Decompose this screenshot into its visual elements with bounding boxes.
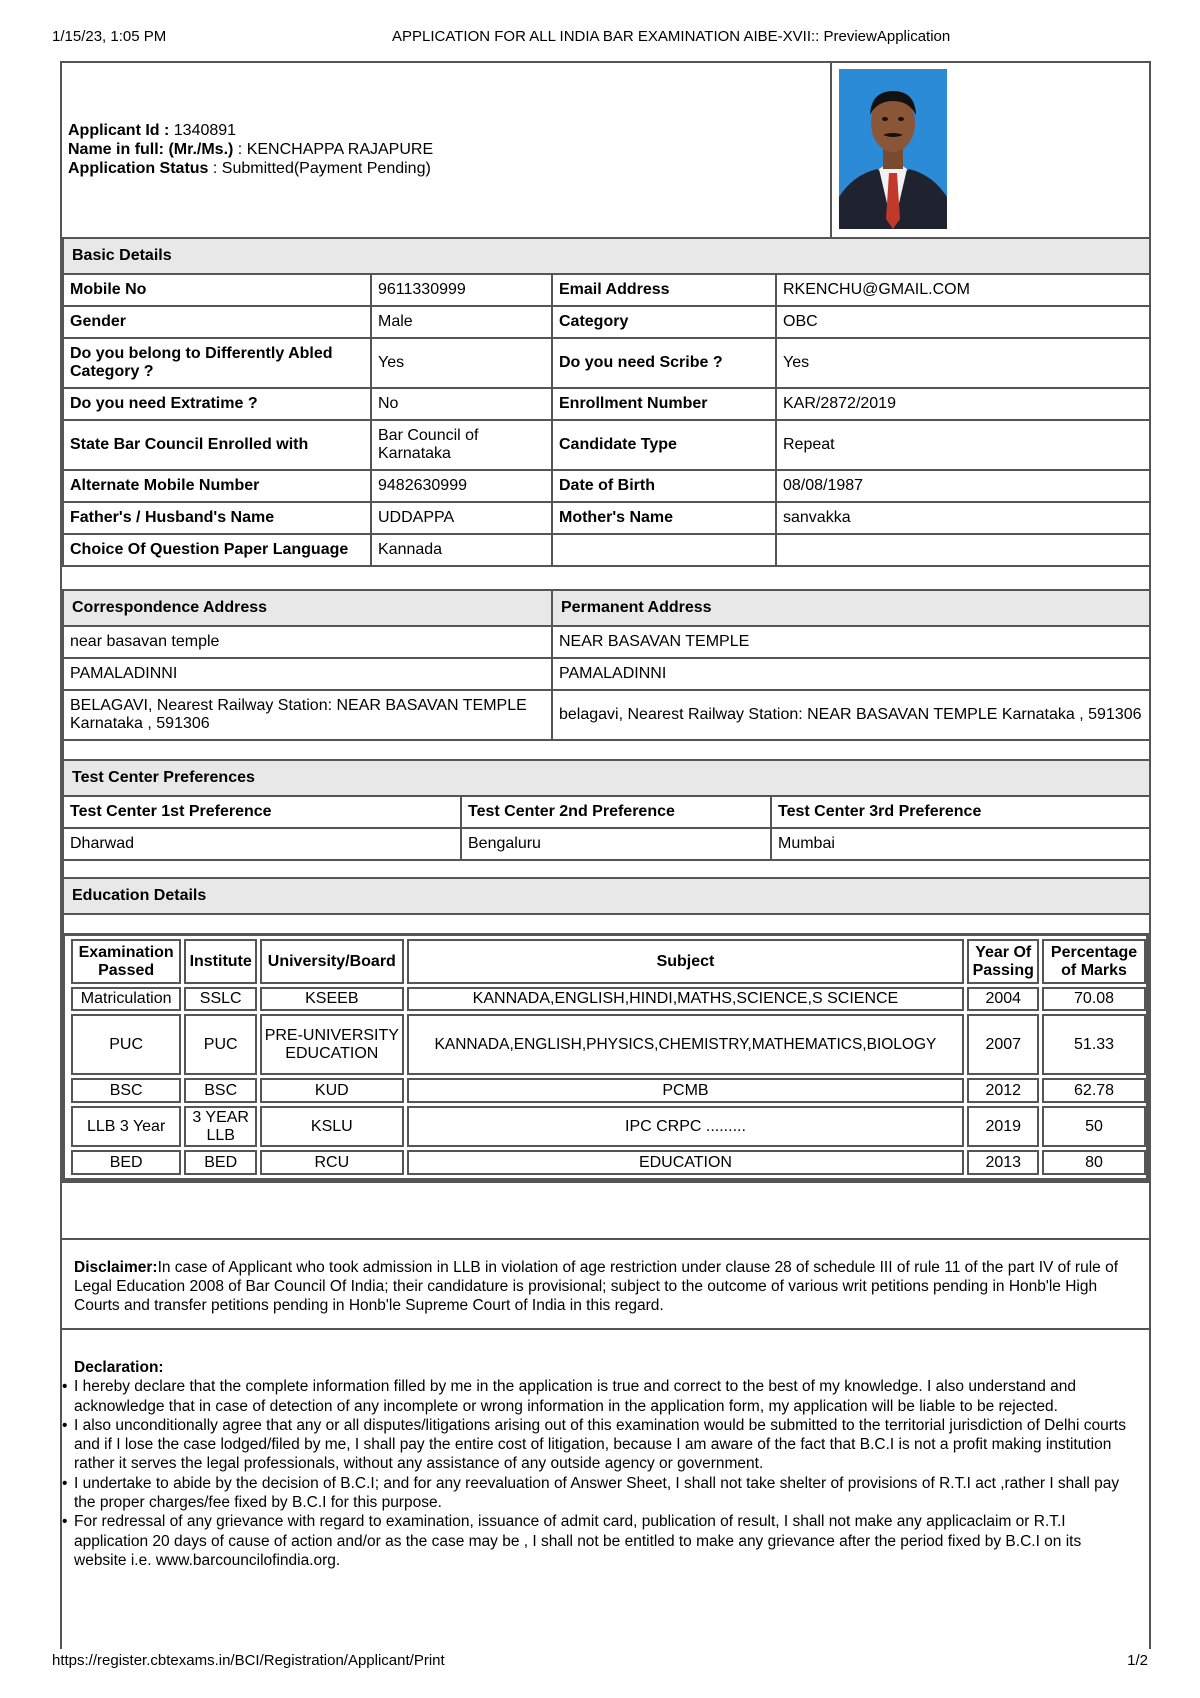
field-value: Male	[371, 306, 552, 338]
table-row	[63, 306, 1150, 338]
table-row	[63, 828, 1150, 860]
spacer-row	[63, 860, 1150, 878]
table-row	[63, 338, 1150, 388]
photo-cell	[830, 63, 1149, 237]
test-center-2-header: Test Center 2nd Preference	[461, 796, 771, 828]
education-title: Education Details	[63, 878, 1150, 914]
table-cell: 80	[1042, 1150, 1146, 1175]
table-row	[63, 796, 1150, 828]
basic-details-table	[62, 237, 1151, 567]
table-row	[71, 987, 1146, 1011]
field-label: Mobile No	[63, 274, 371, 306]
field-label: Candidate Type	[552, 420, 776, 470]
field-label: Do you belong to Differently Abled Category ?	[63, 338, 371, 388]
applicant-name-label: Name in full: (Mr./Ms.)	[68, 141, 234, 158]
table-cell: KANNADA,ENGLISH,PHYSICS,CHEMISTRY,MATHEMATICS,BIOLOGY	[407, 1014, 965, 1075]
application-status-value: : Submitted(Payment Pending)	[212, 160, 431, 177]
field-value: 9482630999	[371, 470, 552, 502]
table-row	[63, 626, 1150, 658]
declaration-list	[74, 1377, 1137, 1570]
application-status-label: Application Status	[68, 160, 209, 177]
table-cell: IPC CRPC .........	[407, 1106, 965, 1147]
table-row	[63, 388, 1150, 420]
field-value: Bar Council of Karnataka	[371, 420, 552, 470]
field-label: Father's / Husband's Name	[63, 502, 371, 534]
column-header: Year Of Passing	[967, 939, 1039, 984]
field-value: sanvakka	[776, 502, 1150, 534]
field-value: Kannada	[371, 534, 552, 566]
page-number: 1/2	[1127, 1652, 1148, 1669]
field-label: Email Address	[552, 274, 776, 306]
list-item: • I hereby declare that the complete information filled by me in the application is true and correct to the best of my knowledge. I also understand and acknowledge that in case of detection of any incomplete or wrong information in the application form, my application will be liable to be rejected.	[74, 1377, 1137, 1416]
field-label: Category	[552, 306, 776, 338]
print-datetime: 1/15/23, 1:05 PM	[52, 28, 167, 45]
field-value: Yes	[371, 338, 552, 388]
applicant-name-value: : KENCHAPPA RAJAPURE	[237, 141, 434, 158]
address-section	[62, 589, 1149, 761]
table-row	[63, 690, 1150, 740]
field-value: 9611330999	[371, 274, 552, 306]
field-value: No	[371, 388, 552, 420]
field-label: Date of Birth	[552, 470, 776, 502]
field-value: KAR/2872/2019	[776, 388, 1150, 420]
table-cell: Matriculation	[71, 987, 181, 1011]
table-cell: 51.33	[1042, 1014, 1146, 1075]
field-value: RKENCHU@GMAIL.COM	[776, 274, 1150, 306]
field-label: Do you need Extratime ?	[63, 388, 371, 420]
correspondence-address-line: near basavan temple	[63, 626, 552, 658]
test-center-1-header: Test Center 1st Preference	[63, 796, 461, 828]
disclaimer-block	[62, 1238, 1149, 1330]
applicant-info	[68, 121, 433, 178]
table-cell: 62.78	[1042, 1078, 1146, 1103]
table-cell: PCMB	[407, 1078, 965, 1103]
field-label: Do you need Scribe ?	[552, 338, 776, 388]
table-row	[71, 1106, 1146, 1147]
field-label: Mother's Name	[552, 502, 776, 534]
column-header: Percentage of Marks	[1042, 939, 1146, 984]
column-header: University/Board	[260, 939, 403, 984]
field-label: State Bar Council Enrolled with	[63, 420, 371, 470]
test-center-3-header: Test Center 3rd Preference	[771, 796, 1150, 828]
applicant-id-label: Applicant Id :	[68, 122, 170, 139]
declaration-block	[62, 1358, 1149, 1570]
field-value: 08/08/1987	[776, 470, 1150, 502]
print-footer	[0, 1652, 1200, 1672]
basic-details-title: Basic Details	[63, 238, 1150, 274]
applicant-id-value: 1340891	[173, 122, 237, 139]
basic-details-section	[62, 237, 1149, 567]
field-value	[776, 534, 1150, 566]
field-label: Alternate Mobile Number	[63, 470, 371, 502]
correspondence-address-line: BELAGAVI, Nearest Railway Station: NEAR BASAVAN TEMPLE Karnataka , 591306	[63, 690, 552, 740]
table-row	[63, 470, 1150, 502]
table-cell: KANNADA,ENGLISH,HINDI,MATHS,SCIENCE,S SCIENCE	[407, 987, 965, 1011]
table-cell: KUD	[260, 1078, 403, 1103]
test-center-section	[62, 759, 1149, 935]
spacer-row	[63, 740, 1150, 760]
table-header-row	[71, 939, 1146, 984]
applicant-header	[62, 63, 1149, 240]
spacer-row	[63, 914, 1150, 934]
applicant-photo	[839, 69, 947, 229]
table-cell: RCU	[260, 1150, 403, 1175]
table-cell: 2012	[967, 1078, 1039, 1103]
disclaimer-label: Disclaimer:	[74, 1259, 158, 1276]
table-cell: BSC	[184, 1078, 257, 1103]
list-item: • I also unconditionally agree that any or all disputes/litigations arising out of this examination would be submitted to the territorial jurisdiction of Delhi courts and if I lose the case lodged/filed by me, I shall pay the entire cost of litigation, because I am aware of the fact that B.C.I is not a profit making institution rather it serves the legal professionals, without any assistance of any outside agency or government.	[74, 1416, 1137, 1474]
table-cell: 2013	[967, 1150, 1039, 1175]
permanent-address-line: NEAR BASAVAN TEMPLE	[552, 626, 1150, 658]
table-cell: EDUCATION	[407, 1150, 965, 1175]
table-row	[71, 1078, 1146, 1103]
disclaimer-text: In case of Applicant who took admission in LLB in violation of age restriction under clause 28 of schedule III of rule 11 of the part IV of rule of Legal Education 2008 of Bar Council Of India; their candidature is provisional; subject to the outcome of various writ petitions pending in Honb'le High Courts and transfer petitions pending in Honb'le Supreme Court of India in this regard.	[74, 1259, 1118, 1314]
table-cell: BSC	[71, 1078, 181, 1103]
table-cell: PUC	[71, 1014, 181, 1075]
table-row	[63, 534, 1150, 566]
education-table	[68, 936, 1149, 1178]
table-cell: BED	[184, 1150, 257, 1175]
print-title: APPLICATION FOR ALL INDIA BAR EXAMINATION AIBE-XVII:: PreviewApplication	[392, 28, 951, 45]
table-cell: 50	[1042, 1106, 1146, 1147]
education-table-wrapper	[62, 933, 1149, 1183]
table-cell: 70.08	[1042, 987, 1146, 1011]
correspondence-address-line: PAMALADINNI	[63, 658, 552, 690]
table-row	[63, 658, 1150, 690]
column-header: Examination Passed	[71, 939, 181, 984]
test-center-3-value: Mumbai	[771, 828, 1150, 860]
table-cell: 3 YEAR LLB	[184, 1106, 257, 1147]
test-center-title: Test Center Preferences	[63, 760, 1150, 796]
table-row	[71, 1014, 1146, 1075]
field-label: Enrollment Number	[552, 388, 776, 420]
table-row	[63, 502, 1150, 534]
table-row	[63, 420, 1150, 470]
table-cell: SSLC	[184, 987, 257, 1011]
table-cell: 2019	[967, 1106, 1039, 1147]
table-cell: 2004	[967, 987, 1039, 1011]
print-header	[0, 28, 1200, 48]
permanent-address-title: Permanent Address	[552, 590, 1150, 626]
list-item: • For redressal of any grievance with regard to examination, issuance of admit card, publication of result, I shall not make any applicaclaim or R.T.I application 20 days of cause of action and/or as the case may be , I shall not be entitled to make any grievance after the period fixed by B.C.I on its website i.e. www.barcouncilofindia.org.	[74, 1512, 1137, 1570]
table-cell: KSLU	[260, 1106, 403, 1147]
test-center-table	[62, 759, 1151, 935]
declaration-label: Declaration:	[74, 1359, 164, 1376]
field-value: Yes	[776, 338, 1150, 388]
column-header: Subject	[407, 939, 965, 984]
table-cell: PUC	[184, 1014, 257, 1075]
table-cell: 2007	[967, 1014, 1039, 1075]
field-label	[552, 534, 776, 566]
test-center-1-value: Dharwad	[63, 828, 461, 860]
permanent-address-line: PAMALADINNI	[552, 658, 1150, 690]
list-item: • I undertake to abide by the decision of B.C.I; and for any reevaluation of Answer Sheet, I shall not take shelter of provisions of R.T.I act ,rather I shall pay the proper charges/fee fixed by B.C.I for this purpose.	[74, 1474, 1137, 1513]
table-cell: LLB 3 Year	[71, 1106, 181, 1147]
table-cell: PRE-UNIVERSITY EDUCATION	[260, 1014, 403, 1075]
field-value: OBC	[776, 306, 1150, 338]
application-sheet	[60, 61, 1151, 1649]
education-section	[62, 933, 1149, 1183]
permanent-address-line: belagavi, Nearest Railway Station: NEAR BASAVAN TEMPLE Karnataka , 591306	[552, 690, 1150, 740]
correspondence-address-title: Correspondence Address	[63, 590, 552, 626]
table-row	[71, 1150, 1146, 1175]
column-header: Institute	[184, 939, 257, 984]
field-value: Repeat	[776, 420, 1150, 470]
field-label: Gender	[63, 306, 371, 338]
field-value: UDDAPPA	[371, 502, 552, 534]
table-row	[63, 274, 1150, 306]
address-table	[62, 589, 1151, 761]
print-url: https://register.cbtexams.in/BCI/Registration/Applicant/Print	[52, 1652, 445, 1669]
test-center-2-value: Bengaluru	[461, 828, 771, 860]
table-cell: KSEEB	[260, 987, 403, 1011]
table-cell: BED	[71, 1150, 181, 1175]
field-label: Choice Of Question Paper Language	[63, 534, 371, 566]
